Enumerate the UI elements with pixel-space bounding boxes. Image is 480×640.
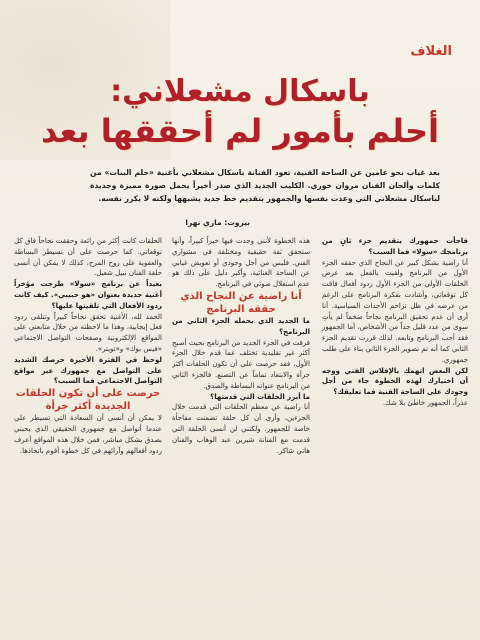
section-label: الغلاف — [410, 44, 452, 59]
interview-question: لوحظ في الفترة الأخيرة حرصك الشديد على التواصل مع جمهورك عبر مواقع التواصل الاجتماعي فما السبب؟ — [14, 355, 162, 386]
lead-paragraph: بعد غياب نحو عامين عن الساحة الفنية، تعود الفنانة باسكال مشعلاني بأغنية «حلم البنات» من كلمات وألحان الفنان مروان خوري. الكليب الجديد الذي صدر أخيراً يحمل صورة مميزة وجديدة لباسكال مشعلاني التي وعدت نفسها والجمهور بتقديم خط جديد يشبهها ولكنه لا يكرر نفسه. — [90, 168, 440, 203]
article-paragraph: أنا راضية بشكل كبير عن النجاح الذي حققه الجزء الأول من البرنامج ولقيت بالفعل بعد عرض الحلقات الأولى من الجزء الأول ردود أفعال فاقت كل توقعاتي، وأشادت بفكرة البرنامج على الرغم من عرضه في ظل تزاحم الأحداث السياسية. أنا أرى أن عدم تحقيق البرنامج نجاحاً ضخماً لم يأتِ سوى من عدد قليل جداً من الأشخاص، أما الجمهور فقد أحب البرنامج وتابعه. لذلك قررت تقديم الجزء الثاني كما أنه تم تصوير الجزء الثاني بناء على طلب جمهوري. — [322, 258, 468, 364]
article-paragraph: هذه الخطوة لأنني وجدت فيها خيراً كبيراً، وأنها ستحقق ثقة حقيقية ومختلفة في مشواري الفني. فليس من أجل وجودي أو تعويض غيابي عن الساحة الغنائية، وأكبر دليل على ذلك هو عدم استغلال صوتي في البرنامج. — [172, 237, 310, 289]
interview-question: لكن البعض اتهمك بالإفلاس الفني ووجه أن اختيارك لهذه الخطوة جاء من أجل وجودك على الساحة الفنية فما تعليقك؟ — [322, 366, 468, 397]
article-paragraph: فرقت في الجزء الجديد من البرنامج بحيث أصبح أكثر غير تقليدية تختلف عما قدم خلال الجزء الأول، فقد حرصت على أن تكون الحلقات أكثر جرأة والابتعاد تماماً عن التصنع. فالجزء الثاني من البرنامج عنوانه البساطة والصدق. — [172, 338, 310, 390]
interview-question: ما الجديد الذي يحمله الجزء الثاني من البرنامج؟ — [172, 316, 310, 336]
article-paragraph: لا يمكن أن أنسى أن السعادة التي تسيطر علي عندما أتواصل مع جمهوري الحقيقي الذي يحبني بصدق بشكل مباشر، فمن خلال هذه المواقع أعرف ردود أفعالهم وآرائهم في كل خطوة أقوم باتخاذها. — [14, 414, 162, 455]
interview-question: فاجأت جمهورك بتقديم جزء ثانٍ من برنامجك «سولا» فما السبب؟ — [322, 237, 468, 256]
article-paragraph: عذراً، الجمهور خاطئ بلا شك. — [382, 398, 468, 407]
pull-quote: حرصت على أن تكون الحلقات الجديدة أكثر جرأة — [15, 388, 161, 413]
interview-question: ما أبرز الحلقات التي قدمتها؟ — [210, 392, 310, 401]
headline-line-1: باسكال مشعلاني: — [110, 74, 370, 109]
column-2 — [172, 236, 310, 636]
pull-quote: أنا راضية عن النجاح الذي حققه البرنامج — [180, 290, 302, 315]
article-paragraph: أنا راضية عن معظم الحلقات التي قدمت خلال الجزءين، وأرى أن كل حلقة تضمنت مفاجأة خاصة للجمهور. ولكنني لن أنسى الحلقة التي قدمت مع الفنانة شيرين عبد الوهاب والفنان هاني شاكر. — [172, 403, 310, 455]
article-paragraph: الحمد لله، الأغنية تحقق نجاحاً كبيراً وتتلقى ردود فعل إيجابية، وهذا ما لاحظته من خلال متابعتي على المواقع الإلكترونية وصفحات التواصل الاجتماعي «فيس بوك» و«تويتر». — [14, 312, 162, 353]
byline: بيروت: ماري نهرا — [185, 218, 250, 227]
headline-line-2: أحلم بأمور لم أحققها بعد — [41, 112, 439, 150]
column-1 — [322, 236, 468, 636]
interview-question: بعيداً عن برنامج «سولا» طرحت مؤخراً أغنية جديدة بعنوان «هو حبيبي». كيف كانت ردود الأفعال التي تلقيتها عليها؟ — [14, 280, 162, 310]
article-paragraph: الحلقات كانت أكثر من رائعة وحققت نجاحاً فاق كل توقعاتي. كما حرصت على أن تسيطر البساطة والعفوية على روح المرح، كذلك لا يمكن أن أنسى حلقة الفنان نبيل شعيل. — [14, 237, 162, 278]
column-3 — [14, 236, 162, 636]
